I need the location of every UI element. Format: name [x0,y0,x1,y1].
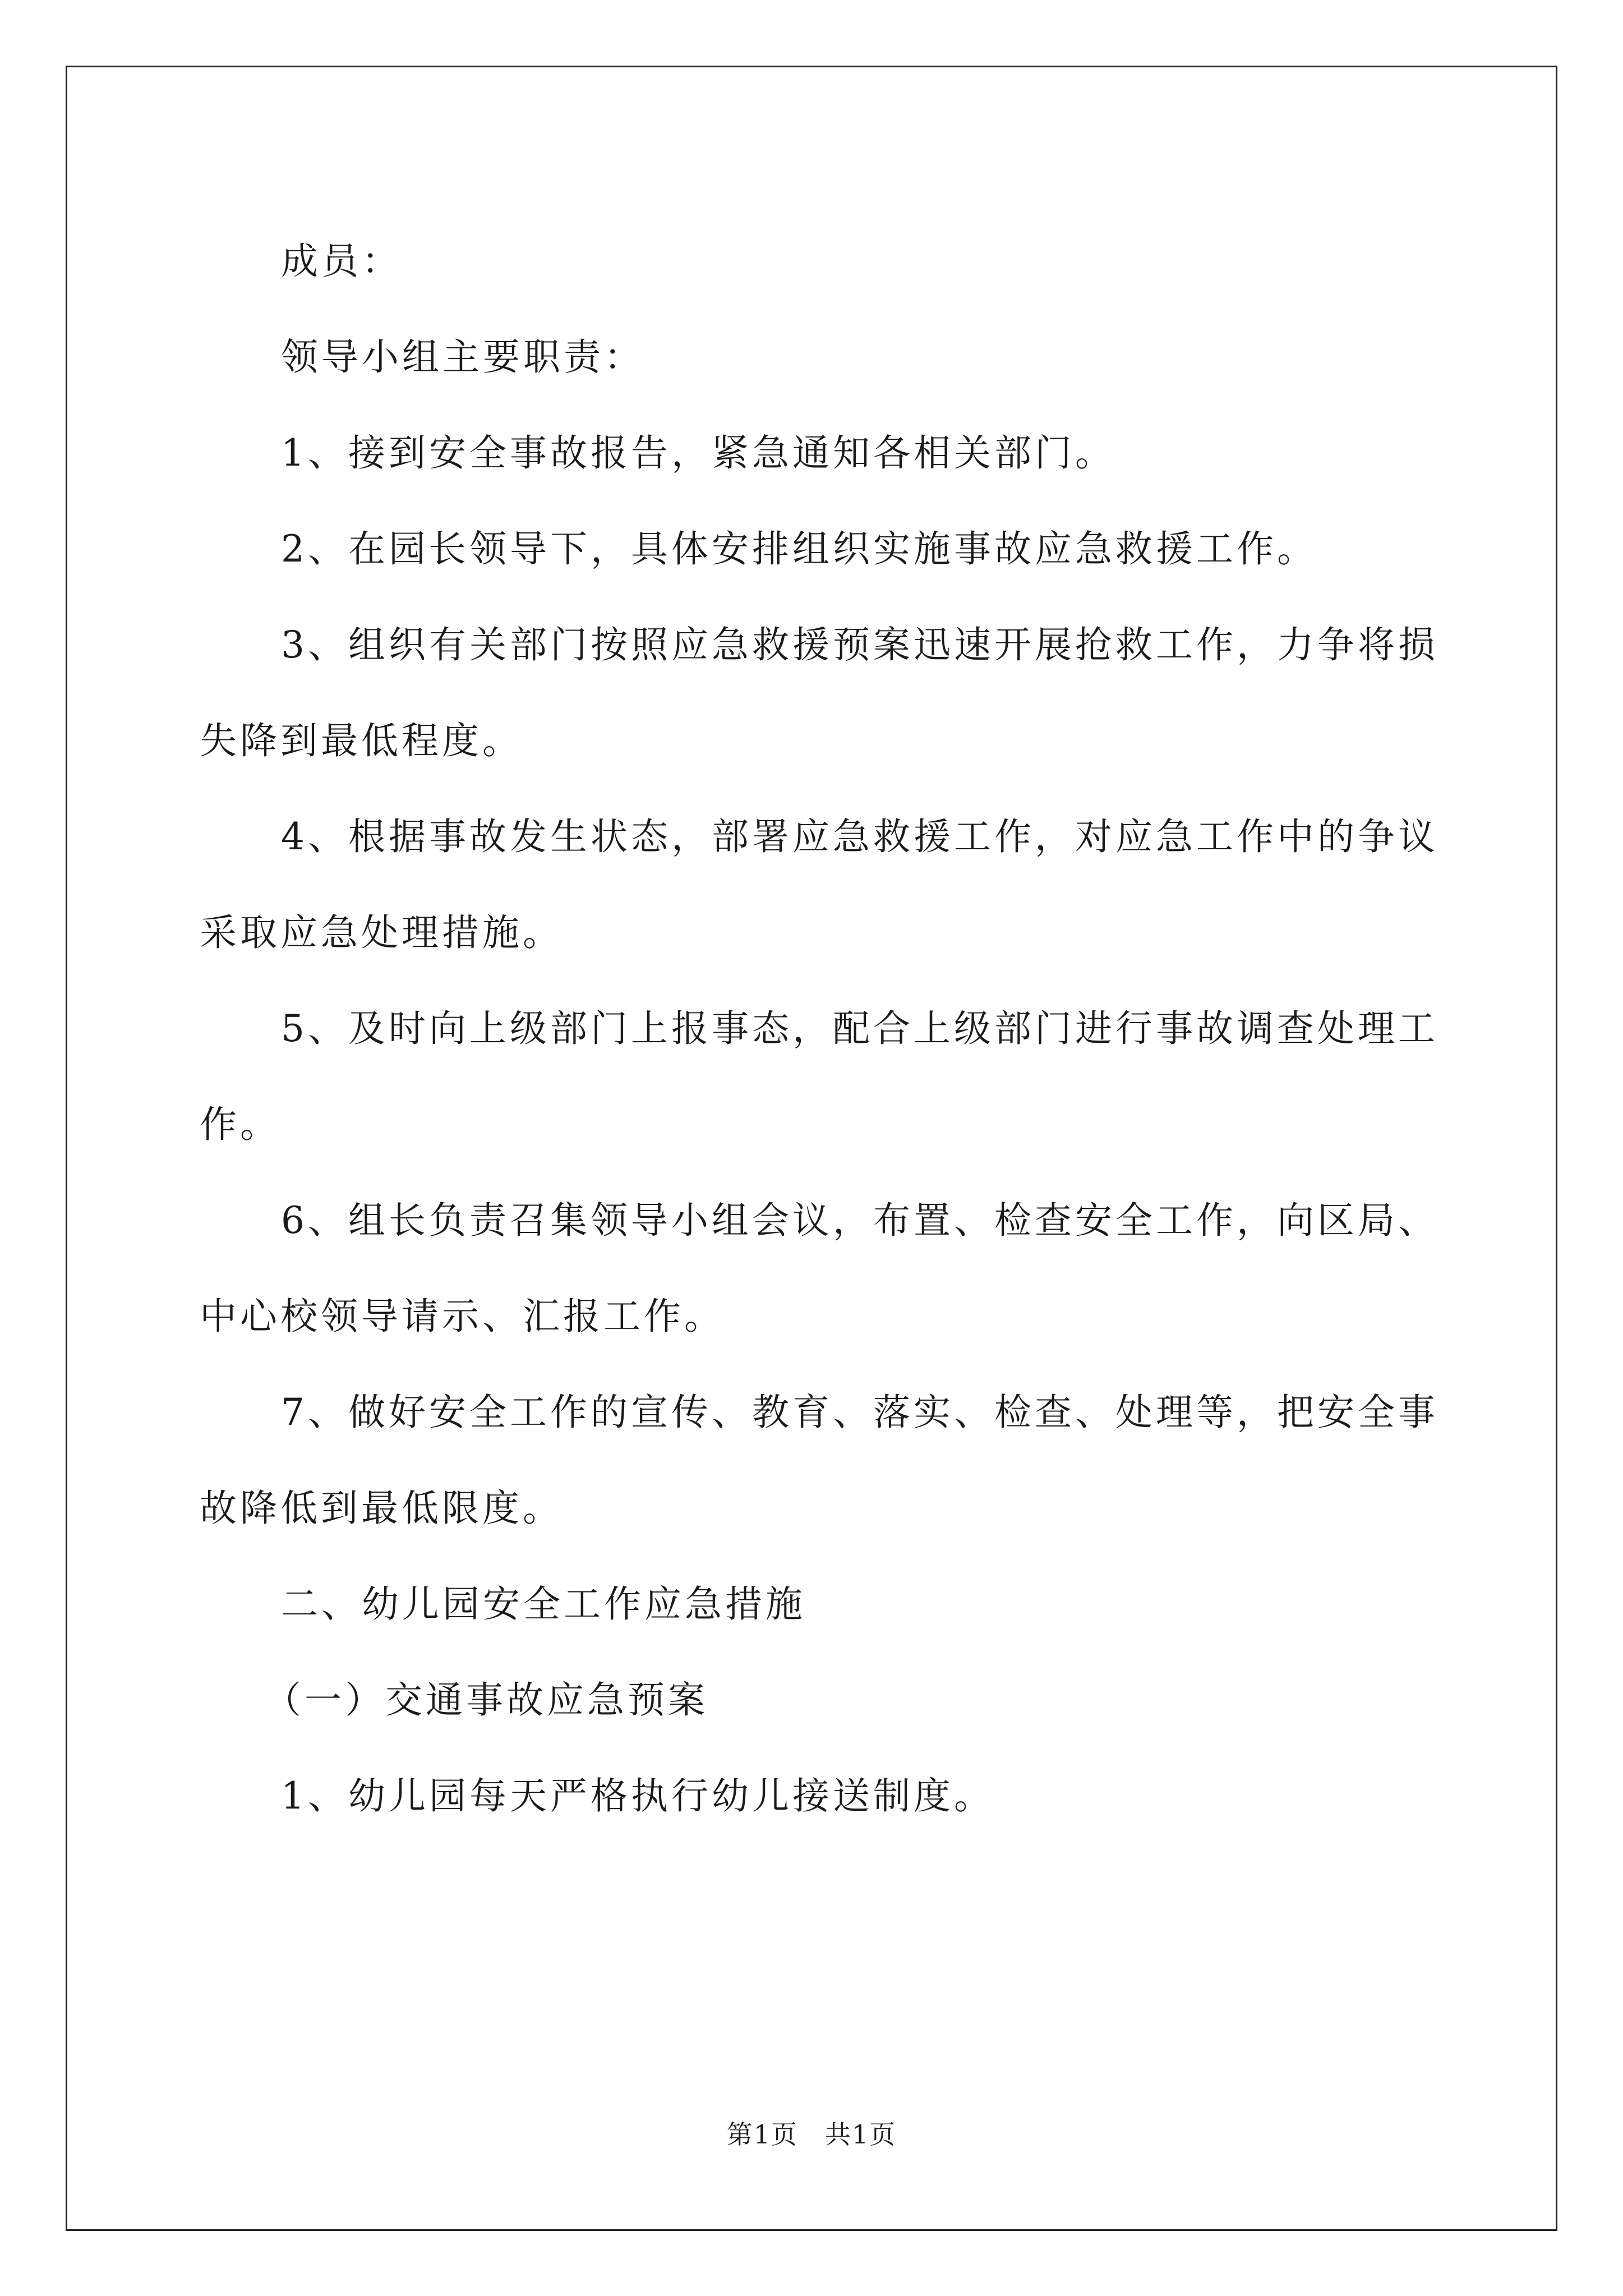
paragraph-duty-1: 1、接到安全事故报告，紧急通知各相关部门。 [281,431,1115,475]
paragraph-traffic-1: 1、幼儿园每天严格执行幼儿接送制度。 [281,1774,994,1818]
paragraph-duty-4: 4、根据事故发生状态，部署应急救援工作，对应急工作中的争议采取应急处理措施。 [200,815,1438,954]
paragraph-duty-5: 5、及时向上级部门上报事态，配合上级部门进行事故调查处理工作。 [200,1007,1438,1146]
paragraph-duty-3: 3、组织有关部门按照应急救援预案迅速开展抢救工作，力争将损失降到最低程度。 [200,623,1438,762]
paragraph-duty-6: 6、组长负责召集领导小组会议，布置、检查安全工作，向区局、中心校领导请示、汇报工作。 [200,1199,1438,1338]
section-heading-emergency-measures: 二、幼儿园安全工作应急措施 [281,1582,806,1626]
paragraph-duties-heading: 领导小组主要职责： [281,335,644,379]
paragraph-duty-7: 7、做好安全工作的宣传、教育、落实、检查、处理等，把安全事故降低到最低限度。 [200,1391,1438,1530]
subsection-heading-traffic-plan: （一）交通事故应急预案 [264,1678,708,1722]
paragraph-members: 成员： [281,240,402,283]
page-number-footer: 第1页 共1页 [726,2119,897,2150]
document-body [200,213,1456,1844]
paragraph-duty-2: 2、在园长领导下，具体安排组织实施事故应急救援工作。 [281,527,1317,570]
